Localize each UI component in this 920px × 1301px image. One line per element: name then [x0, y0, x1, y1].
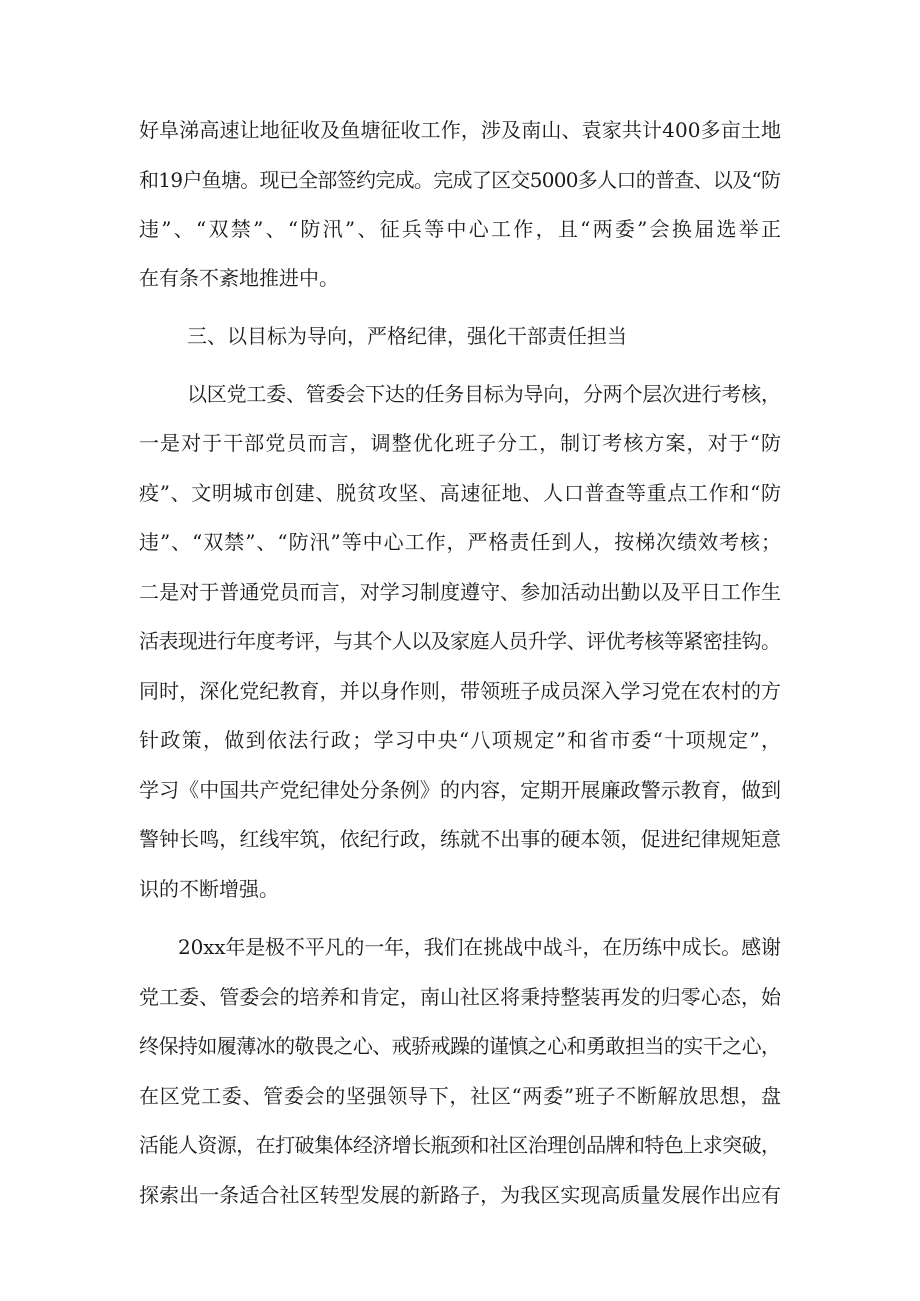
- text-line: 疫”、文明城市创建、脱贫攻坚、高速征地、人口普查等重点工作和“防: [139, 481, 782, 505]
- text-line: 违”、“双禁”、“防汛”等中心工作，严格责任到人，按梯次绩效考核；: [139, 530, 782, 554]
- text-line: 识的不断增强。: [139, 877, 279, 901]
- text-line: 党工委、管委会的培养和肯定，南山社区将秉持整装再发的归零心态，始: [139, 985, 782, 1009]
- text-line: 和19户鱼塘。现已全部签约完成。完成了区交5000多人口的普查、以及“防: [139, 168, 781, 192]
- text-line: 二是对于普通党员而言，对学习制度遵守、参加活动出勤以及平日工作生: [139, 580, 782, 604]
- text-line: 20xx年是极不平凡的一年，我们在挑战中战斗，在历练中成长。感谢: [178, 935, 781, 959]
- section-heading: 三、以目标为导向，严格纪律，强化干部责任担当: [187, 324, 627, 348]
- text-line: 探索出一条适合社区转型发展的新路子，为我区实现高质量发展作出应有: [139, 1183, 782, 1207]
- text-line: 一是对于干部党员而言，调整优化班子分工，制订考核方案，对于“防: [139, 431, 783, 455]
- text-line: 学习《中国共产党纪律处分条例》的内容，定期开展廉政警示教育，做到: [139, 778, 782, 802]
- text-line: 活表现进行年度考评，与其个人以及家庭人员升学、评优考核等紧密挂钩。: [139, 629, 781, 653]
- text-line: 活能人资源，在打破集体经济增长瓶颈和社区治理创品牌和特色上求突破，: [139, 1133, 781, 1157]
- text-line: 警钟长鸣，红线牢筑，依纪行政，练就不出事的硬本领，促进纪律规矩意: [139, 827, 782, 851]
- text-line: 好阜涕高速让地征收及鱼塘征收工作，涉及南山、袁家共计400多亩土地: [139, 118, 782, 142]
- text-line: 终保持如履薄冰的敬畏之心、戒骄戒躁的谨慎之心和勇敢担当的实干之心，: [139, 1034, 781, 1058]
- text-line: 在区党工委、管委会的坚强领导下，社区“两委”班子不断解放思想，盘: [139, 1084, 782, 1108]
- text-line: 以区党工委、管委会下达的任务目标为导向，分两个层次进行考核，: [187, 382, 781, 406]
- text-line: 在有条不紊地推进中。: [139, 266, 339, 290]
- text-line: 针政策，做到依法行政；学习中央“八项规定”和省市委“十项规定”，: [139, 728, 783, 752]
- text-line: 违”、“双禁”、“防汛”、征兵等中心工作，且“两委”会换届选举正: [139, 217, 784, 241]
- text-line: 同时，深化党纪教育，并以身作则，带领班子成员深入学习党在农村的方: [139, 679, 782, 703]
